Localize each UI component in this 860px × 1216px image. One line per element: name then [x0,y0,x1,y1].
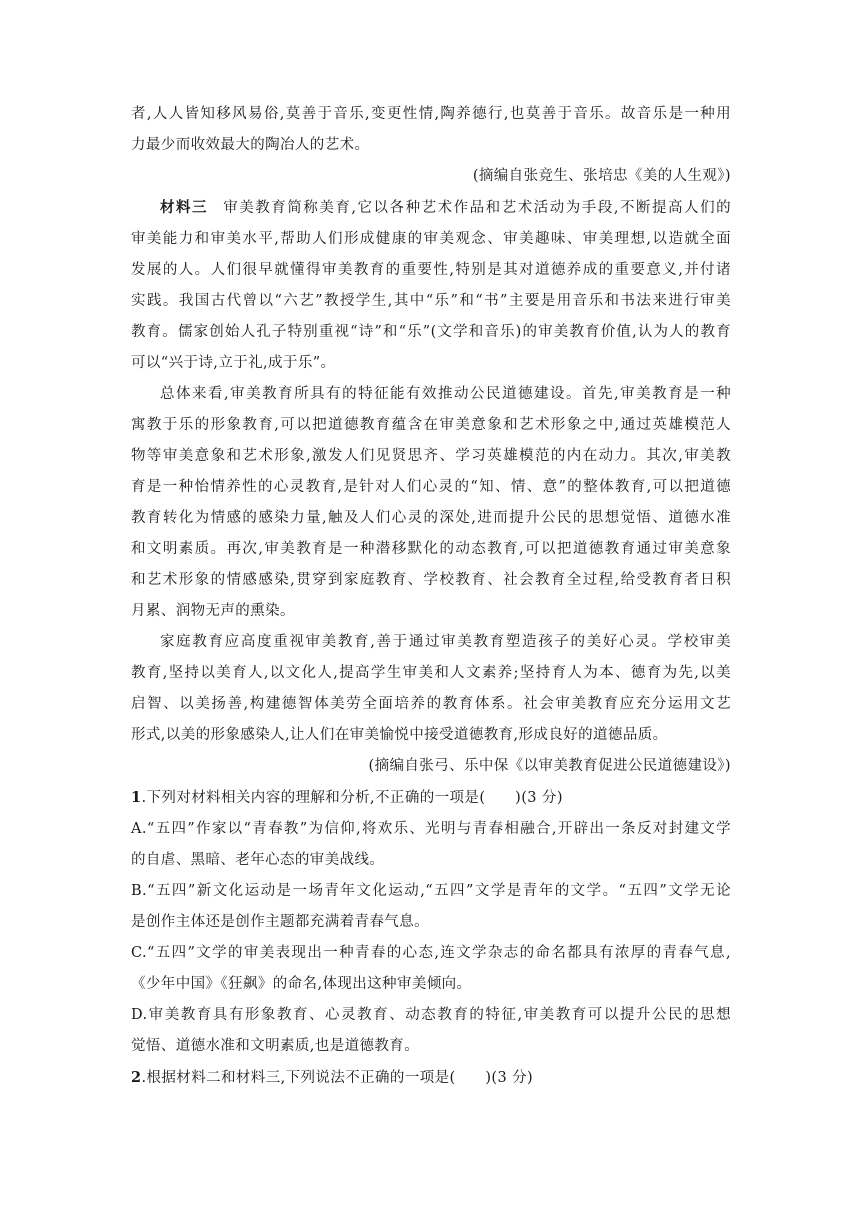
paragraph-line: 总体来看,审美教育所具有的特征能有效推动公民道德建设。首先,审美教育是一种 [160,386,731,402]
paragraph-line: 寓教于乐的形象教育,可以把道德教育蕴含在审美意象和艺术形象之中,通过英雄模范人 [131,417,731,433]
paragraph-line: 和文明素质。再次,审美教育是一种潜移默化的动态教育,可以把道德教育通过审美意象 [131,541,731,557]
question-1-stem [131,788,731,808]
option-c[interactable]: C.“五四”文学的审美表现出一种青春的心态,连文学杂志的命名都具有浓厚的青春气息, [131,945,731,961]
option-d[interactable]: D.审美教育具有形象教育、心灵教育、动态教育的特征,审美教育可以提升公民的思想 [131,1007,731,1023]
question-number: 1 [131,789,142,806]
question-number: 2 [131,1069,142,1086]
material3-first-line [160,198,731,218]
paragraph-line: 形式,以美的形象感染人,让人们在审美愉悦中接受道德教育,形成良好的道德品质。 [131,727,668,743]
paragraph-line: 教育。儒家创始人孔子特别重视“诗”和“乐”(文学和音乐)的审美教育价值,认为人的教育 [131,324,731,340]
paragraph-line: 教育,坚持以美育人,以文化人,提高学生审美和人文素养;坚持育人为本、德育为先,以美 [131,665,731,681]
question-text: .根据材料二和材料三,下列说法不正确的一项是( )(3 分) [141,1070,534,1086]
paragraph-line: 月累、润物无声的熏染。 [131,603,295,619]
option-c-cont: 《少年中国》《狂飙》的命名,体现出这种审美倾向。 [131,976,472,992]
option-b[interactable]: B.“五四”新文化运动是一场青年文化运动,“五四”文学是青年的文学。“五四”文学无论 [131,883,731,899]
material-label: 材料三 [160,199,209,216]
paragraph-line: 审美能力和审美水平,帮助人们形成健康的审美观念、审美趣味、审美理想,以造就全面 [131,231,731,247]
paragraph-line: 家庭教育应高度重视审美教育,善于通过审美教育塑造孩子的美好心灵。学校审美 [160,634,731,650]
option-a-cont: 的自虐、黑暗、老年心态的审美战线。 [131,852,385,868]
paragraph-line: 育是一种怡情养性的心灵教育,是针对人们心灵的“知、情、意”的整体教育,可以把道德 [131,479,731,495]
paragraph-line: 物等审美意象和艺术形象,激发人们见贤思齐、学习英雄模范的内在动力。其次,审美教 [131,448,731,464]
paragraph-text: 审美教育简称美育,它以各种艺术作品和艺术活动为手段,不断提高人们的 [222,200,732,216]
source-citation: (摘编自张弓、乐中保《以审美教育促进公民道德建设》) [368,758,731,774]
question-text: .下列对材料相关内容的理解和分析,不正确的一项是( )(3 分) [141,790,563,806]
paragraph-line: 实践。我国古代曾以“六艺”教授学生,其中“乐”和“书”主要是用音乐和书法来进行审美 [131,293,731,309]
paragraph-line: 力最少而收效最大的陶冶人的艺术。 [131,137,370,153]
paragraph-line: 发展的人。人们很早就懂得审美教育的重要性,特别是其对道德养成的重要意义,并付诸 [131,262,731,278]
paragraph-line: 和艺术形象的情感感染,贯穿到家庭教育、学校教育、社会教育全过程,给受教育者日积 [131,572,731,588]
option-a[interactable]: A.“五四”作家以“青春教”为信仰,将欢乐、光明与青春相融合,开辟出一条反对封建文学 [131,821,731,837]
question-2-stem [131,1068,731,1088]
option-b-cont: 是创作主体还是创作主题都充满着青春气息。 [131,914,429,930]
paragraph-line: 启智、以美扬善,构建德智体美劳全面培养的教育体系。社会审美教育应充分运用文艺 [131,696,731,712]
paragraph-line: 者,人人皆知移风易俗,莫善于音乐,变更性情,陶养德行,也莫善于音乐。故音乐是一种用 [131,106,731,122]
option-d-cont: 觉悟、道德水准和文明素质,也是道德教育。 [131,1038,420,1054]
paragraph-line: 可以“兴于诗,立于礼,成于乐”。 [131,355,336,371]
source-citation: (摘编自张竞生、张培忠《美的人生观》) [472,168,731,184]
paragraph-line: 教育转化为情感的感染力量,触及人们心灵的深处,进而提升公民的思想觉悟、道德水准 [131,510,731,526]
